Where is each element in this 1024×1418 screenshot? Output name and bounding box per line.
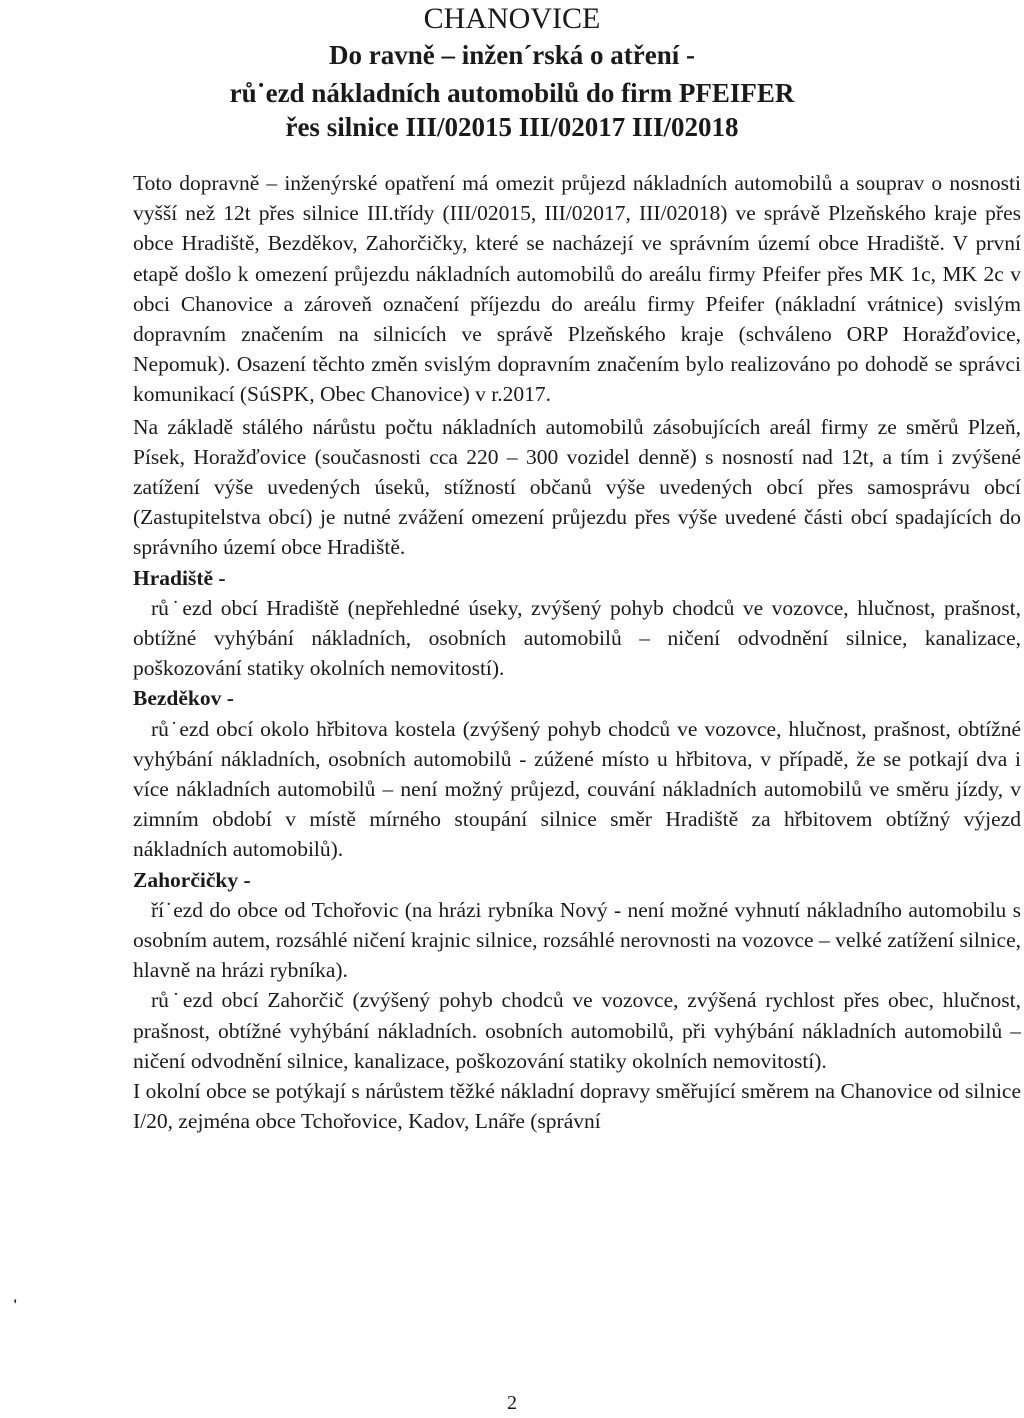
header-title-line-1: Do ravně – inžen´rská o atření - [329,40,695,70]
section-heading-zahorcicky: Zahorčičky - [133,867,251,892]
section-text-zahorcicky-2: rů˙ezd obcí Zahorčič (zvýšený pohyb chodců ve vozovce, zvýšená rychlost přes obec, hlučnost, prašnost, obtížné vyhýbání nákladních. osobních automobilů, při vyhýbání nákladních automobilů – ničení odvodnění silnice, kanalizace, poškozování statiky okolních nemovitostí). [133,988,1021,1073]
page-number: 2 [507,1392,517,1414]
section-text-hradiste: rů˙ezd obcí Hradiště (nepřehledné úseky, zvýšený pohyb chodců ve vozovce, hlučnost, prašnost, obtížné vyhýbání nákladních, osobních automobilů – ničení odvodnění silnice, kanalizace, poškozování statiky okolních nemovitostí). [133,595,1021,681]
paragraph-growth: Na základě stálého nárůstu počtu nákladních automobilů zásobujících areál firmy ze směrů Plzeň, Písek, Horažďovice (současnosti cca 220 – 300 vozidel denně) s nosností nad 12t, a tím i zvýšené zatížení výše uvedených úseků, stížností občanů výše uvedených obcí přes samosprávu obcí (Zastupitelstva obcí) je nutné zvážení omezení průjezdu přes výše uvedené části obcí spadajících do správního území obce Hradiště. [133,414,1021,560]
section-text-zahorcicky-1: ří˙ezd do obce od Tchořovic (na hrázi rybníka Nový - není možné vyhnutí nákladního automobilu s osobním autem, rozsáhlé ničení krajnic silnice, rozsáhlé nerovnosti na vozovce – velké zatížení silnice, hlavně na hrázi rybníka). [133,897,1021,983]
document-body [133,168,1021,1137]
section-heading-hradiste: Hradiště - [133,565,226,590]
section-text-bezdekov: rů˙ezd obcí okolo hřbitova kostela (zvýšený pohyb chodců ve vozovce, hlučnost, prašnost, obtížné vyhýbání nákladních, osobních automobilů - zúžené místo u hřbitova, v případě, že se potkají dva i více nákladních automobilů – není možný průjezd, couvání nákladních automobilů ve směru jízdy, v zimním období v místě mírného stoupání silnice směr Hradiště za hřbitovem obtížný výjezd nákladních automobilů). [133,716,1021,862]
header-town-name: CHANOVICE [423,2,601,35]
paragraph-intro: Toto dopravně – inženýrské opatření má omezit průjezd nákladních automobilů a souprav o nosnosti vyšší než 12t přes silnice III.třídy (III/02015, III/02017, III/02018) ve správě Plzeňského kraje přes obce Hradiště, Bezděkov, Zahorčičky, které se nacházejí ve správním území obce Hradiště. V první etapě došlo k omezení průjezdu nákladních automobilů do areálu firmy Pfeifer přes MK 1c, MK 2c v obci Chanovice a zároveň označení příjezdu do areálu firmy Pfeifer (nákladní vrátnice) svislým dopravním značením na silnicích ve správě Plzeňského kraje (schváleno ORP Horažďovice, Nepomuk). Osazení těchto změn svislým dopravním značením bylo realizováno po dohodě se správci komunikací (SúSPK, Obec Chanovice) v r.2017. [133,171,1021,407]
header-title-line-3: řes silnice III/02015 III/02017 III/02018 [285,112,739,142]
margin-mark: ' [13,1297,18,1314]
header-title-line-2: rů˙ezd nákladních automobilů do firm PFEIFER [229,78,795,108]
paragraph-closing: I okolní obce se potýkají s nárůstem těžké nákladní dopravy směřující směrem na Chanovice od silnice I/20, zejména obce Tchořovice, Kadov, Lnáře (správní [133,1079,1021,1134]
section-heading-bezdekov: Bezděkov - [133,686,234,711]
